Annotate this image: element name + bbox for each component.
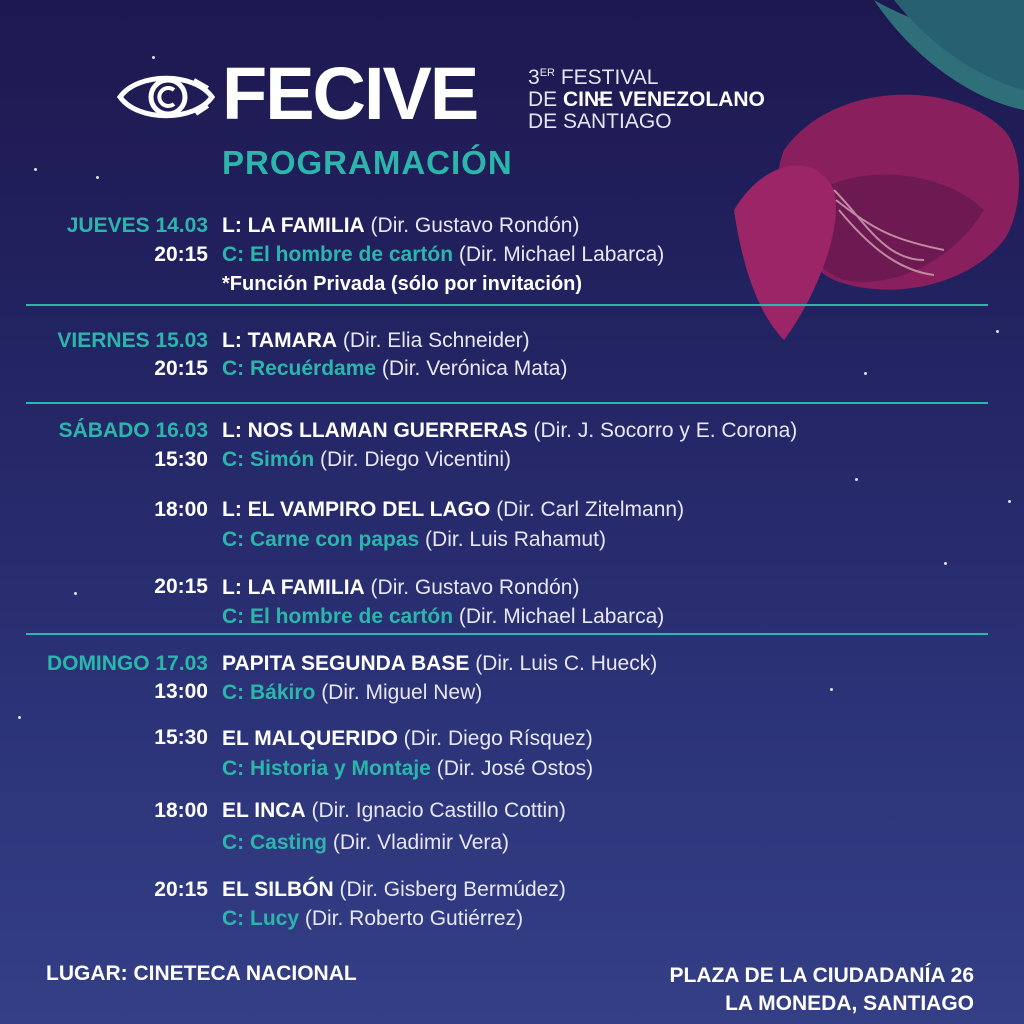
- logo-wordmark: FECIVE: [222, 52, 478, 135]
- day-label: SÁBADO 16.03: [58, 419, 208, 442]
- film-line-long: L: LA FAMILIA (Dir. Gustavo Rondón): [222, 576, 580, 599]
- slot-time: 15:30: [154, 726, 208, 749]
- logo-line2-bold: CINE VENEZOLANO: [563, 88, 765, 111]
- film-line-long: EL MALQUERIDO (Dir. Diego Rísquez): [222, 727, 593, 750]
- film-line-short: C: El hombre de cartón (Dir. Michael Labarca): [222, 605, 665, 628]
- separator: [26, 633, 988, 635]
- film-line-short: C: Recuérdame (Dir. Verónica Mata): [222, 357, 568, 380]
- film-line-long: PAPITA SEGUNDA BASE (Dir. Luis C. Hueck): [222, 652, 658, 675]
- logo-ordinal-sup: ER: [539, 67, 555, 79]
- day-label: DOMINGO 17.03: [46, 652, 208, 675]
- private-note: *Función Privada (sólo por invitación): [222, 273, 583, 295]
- venue-label: LUGAR: CINETECA NACIONAL: [46, 962, 357, 985]
- film-line-short: C: Bákiro (Dir. Miguel New): [222, 681, 483, 704]
- film-line-long: L: EL VAMPIRO DEL LAGO (Dir. Carl Zitelmann): [222, 498, 685, 521]
- star: [74, 592, 77, 595]
- separator: [26, 402, 988, 404]
- flower-decoration-icon: [724, 0, 1024, 380]
- film-line-long: EL INCA (Dir. Ignacio Castillo Cottin): [222, 799, 566, 822]
- film-line-short: C: Simón (Dir. Diego Vicentini): [222, 448, 512, 471]
- address-line2: LA MONEDA, SANTIAGO: [725, 992, 974, 1015]
- film-line-short: C: Historia y Montaje (Dir. José Ostos): [222, 757, 594, 780]
- logo-line2-prefix: DE: [528, 88, 564, 111]
- film-line-short: C: Casting (Dir. Vladimir Vera): [222, 831, 510, 854]
- slot-time: 20:15: [154, 575, 208, 598]
- slot-time: 20:15: [154, 243, 208, 266]
- star: [944, 562, 947, 565]
- film-line-long: L: NOS LLAMAN GUERRERAS (Dir. J. Socorro y E. Corona): [222, 419, 798, 442]
- film-line-long: L: LA FAMILIA (Dir. Gustavo Rondón): [222, 214, 580, 237]
- slot-time: 18:00: [154, 799, 208, 822]
- film-line-long: EL SILBÓN (Dir. Gisberg Bermúdez): [222, 878, 566, 901]
- film-line-short: C: Carne con papas (Dir. Luis Rahamut): [222, 528, 606, 551]
- film-line-short: C: Lucy (Dir. Roberto Gutiérrez): [222, 907, 524, 930]
- logo-ordinal: 3: [528, 66, 540, 89]
- eye-logo-icon: [116, 66, 216, 128]
- film-line-short: C: El hombre de cartón (Dir. Michael Labarca): [222, 243, 665, 266]
- logo-subtitle: [528, 62, 765, 133]
- address-line1: PLAZA DE LA CIUDADANÍA 26: [669, 964, 974, 987]
- star: [96, 176, 99, 179]
- day-label: VIERNES 15.03: [57, 329, 208, 352]
- page-title: PROGRAMACIÓN: [222, 144, 513, 181]
- separator: [26, 304, 988, 306]
- logo-line1: FESTIVAL: [560, 66, 659, 89]
- slot-time: 20:15: [154, 357, 208, 380]
- logo-line3: DE SANTIAGO: [528, 110, 672, 133]
- star: [1008, 500, 1011, 503]
- slot-time: 13:00: [154, 680, 208, 703]
- film-line-long: L: TAMARA (Dir. Elia Schneider): [222, 329, 530, 352]
- slot-time: 20:15: [154, 878, 208, 901]
- slot-time: 18:00: [154, 498, 208, 521]
- slot-time: 15:30: [154, 448, 208, 471]
- star: [18, 716, 21, 719]
- venue-address: [669, 962, 974, 1018]
- star: [34, 168, 37, 171]
- festival-logo: [116, 52, 816, 135]
- star: [830, 688, 833, 691]
- day-label: JUEVES 14.03: [66, 214, 208, 237]
- star: [855, 478, 858, 481]
